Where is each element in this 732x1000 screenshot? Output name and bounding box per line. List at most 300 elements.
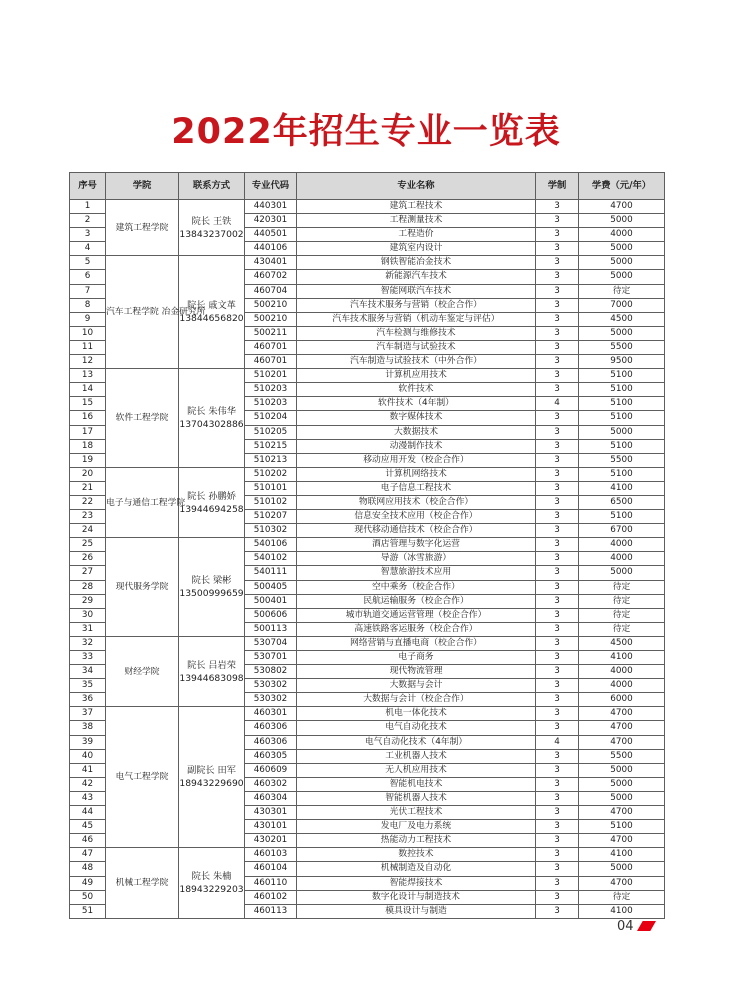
row-index: 31 [70,622,106,636]
duration: 3 [536,495,579,509]
row-index: 16 [70,411,106,425]
college-cell: 软件工程学院 [106,369,179,468]
row-index: 18 [70,439,106,453]
college-cell: 汽车工程学院 冶金研究所 [106,256,179,369]
duration: 3 [536,820,579,834]
tuition: 5000 [579,256,665,270]
row-index: 19 [70,453,106,467]
major-name: 移动应用开发（校企合作） [297,453,536,467]
page-number: 04 [617,919,634,934]
row-index: 29 [70,594,106,608]
major-name: 计算机应用技术 [297,369,536,383]
table-row [70,707,665,721]
tuition: 4700 [579,806,665,820]
header-index: 序号 [70,173,106,200]
duration: 3 [536,383,579,397]
major-code: 510204 [245,411,297,425]
major-name: 网络营销与直播电商（校企合作） [297,636,536,650]
major-code: 460306 [245,735,297,749]
college-cell: 建筑工程学院 [106,200,179,256]
major-name: 建筑室内设计 [297,242,536,256]
contact-phone: 13704302886 [179,418,244,430]
duration: 3 [536,834,579,848]
tuition: 4000 [579,228,665,242]
row-index: 47 [70,848,106,862]
major-name: 热能动力工程技术 [297,834,536,848]
major-name: 民航运输服务（校企合作） [297,594,536,608]
major-code: 510203 [245,383,297,397]
page-corner-mark [637,921,656,931]
major-name: 数字化设计与制造技术 [297,890,536,904]
header-duration: 学制 [536,173,579,200]
row-index: 1 [70,200,106,214]
major-code: 460102 [245,890,297,904]
duration: 3 [536,510,579,524]
tuition: 5000 [579,242,665,256]
row-index: 21 [70,481,106,495]
major-name: 物联网应用技术（校企合作） [297,495,536,509]
major-code: 530302 [245,693,297,707]
row-index: 8 [70,298,106,312]
row-index: 2 [70,214,106,228]
college-cell: 财经学院 [106,636,179,706]
tuition: 4500 [579,312,665,326]
table-row [70,256,665,270]
tuition: 5000 [579,566,665,580]
duration: 3 [536,425,579,439]
row-index: 26 [70,552,106,566]
row-index: 24 [70,524,106,538]
contact-phone: 13944694258 [179,503,244,515]
duration: 3 [536,453,579,467]
duration: 3 [536,467,579,481]
tuition: 5500 [579,749,665,763]
major-code: 460304 [245,791,297,805]
major-code: 440501 [245,228,297,242]
major-code: 460302 [245,777,297,791]
row-index: 51 [70,904,106,918]
duration: 3 [536,904,579,918]
major-code: 460110 [245,876,297,890]
contact-cell [179,467,245,537]
duration: 3 [536,707,579,721]
duration: 3 [536,651,579,665]
tuition: 待定 [579,580,665,594]
major-code: 510302 [245,524,297,538]
contact-phone: 13844656820 [179,313,244,325]
row-index: 32 [70,636,106,650]
contact-cell [179,636,245,706]
college-cell: 电子与通信工程学院 [106,467,179,537]
header-contact: 联系方式 [179,173,245,200]
tuition: 6700 [579,524,665,538]
tuition: 待定 [579,608,665,622]
major-name: 信息安全技术应用（校企合作） [297,510,536,524]
contact-cell [179,369,245,468]
row-index: 30 [70,608,106,622]
tuition: 4500 [579,636,665,650]
tuition: 4700 [579,735,665,749]
major-name: 导游（冰雪旅游） [297,552,536,566]
major-name: 汽车制造与试验技术（中外合作） [297,355,536,369]
major-name: 机械制造及自动化 [297,862,536,876]
tuition: 5000 [579,425,665,439]
major-name: 汽车制造与试验技术 [297,340,536,354]
contact-title: 院长 吕岩荣 [187,659,236,671]
tuition: 4700 [579,707,665,721]
duration: 3 [536,636,579,650]
row-index: 23 [70,510,106,524]
row-index: 28 [70,580,106,594]
major-name: 电气自动化技术 [297,721,536,735]
row-index: 50 [70,890,106,904]
row-index: 48 [70,862,106,876]
major-name: 酒店管理与数字化运营 [297,538,536,552]
duration: 3 [536,622,579,636]
table-row [70,538,665,552]
college-cell: 电气工程学院 [106,707,179,848]
row-index: 38 [70,721,106,735]
duration: 3 [536,369,579,383]
major-code: 460701 [245,340,297,354]
tuition: 5000 [579,777,665,791]
major-code: 500405 [245,580,297,594]
major-name: 智慧旅游技术应用 [297,566,536,580]
major-name: 建筑工程技术 [297,200,536,214]
duration: 3 [536,355,579,369]
tuition: 5000 [579,214,665,228]
contact-title: 院长 戚文革 [187,300,236,312]
tuition: 5000 [579,326,665,340]
contact-title: 院长 朱伟华 [187,405,236,417]
major-name: 无人机应用技术 [297,763,536,777]
major-code: 540111 [245,566,297,580]
major-code: 500210 [245,312,297,326]
duration: 3 [536,200,579,214]
header-major-name: 专业名称 [297,173,536,200]
duration: 3 [536,580,579,594]
major-code: 500113 [245,622,297,636]
major-code: 510202 [245,467,297,481]
major-name: 计算机网络技术 [297,467,536,481]
duration: 3 [536,566,579,580]
major-code: 510215 [245,439,297,453]
tuition: 4100 [579,651,665,665]
major-code: 460103 [245,848,297,862]
duration: 3 [536,890,579,904]
row-index: 35 [70,679,106,693]
major-code: 530704 [245,636,297,650]
duration: 3 [536,806,579,820]
row-index: 37 [70,707,106,721]
tuition: 待定 [579,622,665,636]
tuition: 4100 [579,848,665,862]
duration: 4 [536,397,579,411]
tuition: 5100 [579,411,665,425]
major-name: 数控技术 [297,848,536,862]
duration: 3 [536,665,579,679]
tuition: 4700 [579,876,665,890]
major-code: 510207 [245,510,297,524]
tuition: 4700 [579,834,665,848]
tuition: 5100 [579,383,665,397]
duration: 3 [536,298,579,312]
contact-phone: 18943229690 [179,778,244,790]
row-index: 7 [70,284,106,298]
major-code: 460609 [245,763,297,777]
duration: 3 [536,439,579,453]
major-code: 500211 [245,326,297,340]
contact-phone: 13843237002 [179,228,244,240]
duration: 3 [536,848,579,862]
row-index: 17 [70,425,106,439]
table-row [70,636,665,650]
major-name: 大数据与会计（校企合作） [297,693,536,707]
tuition: 5100 [579,820,665,834]
duration: 3 [536,749,579,763]
header-major-code: 专业代码 [245,173,297,200]
major-name: 智能机电技术 [297,777,536,791]
tuition: 5000 [579,791,665,805]
major-code: 530802 [245,665,297,679]
duration: 3 [536,326,579,340]
contact-title: 院长 朱楠 [191,871,232,883]
major-code: 510101 [245,481,297,495]
tuition: 5100 [579,510,665,524]
major-code: 460104 [245,862,297,876]
duration: 3 [536,693,579,707]
tuition: 5100 [579,439,665,453]
row-index: 43 [70,791,106,805]
major-code: 530302 [245,679,297,693]
major-code: 430301 [245,806,297,820]
contact-cell [179,707,245,848]
major-name: 钢铁智能冶金技术 [297,256,536,270]
contact-cell [179,256,245,369]
major-name: 大数据与会计 [297,679,536,693]
duration: 3 [536,228,579,242]
duration: 3 [536,411,579,425]
duration: 3 [536,256,579,270]
major-name: 工业机器人技术 [297,749,536,763]
table-row [70,467,665,481]
major-name: 汽车技术服务与营销（校企合作） [297,298,536,312]
header-college: 学院 [106,173,179,200]
row-index: 10 [70,326,106,340]
row-index: 13 [70,369,106,383]
major-name: 城市轨道交通运营管理（校企合作） [297,608,536,622]
major-code: 530701 [245,651,297,665]
row-index: 41 [70,763,106,777]
table-row [70,200,665,214]
row-index: 5 [70,256,106,270]
row-index: 42 [70,777,106,791]
contact-title: 院长 孙鹏娇 [187,490,236,502]
major-code: 430201 [245,834,297,848]
tuition: 5100 [579,397,665,411]
contact-title: 院长 王铁 [191,215,232,227]
contact-cell [179,200,245,256]
tuition: 9500 [579,355,665,369]
major-code: 440301 [245,200,297,214]
major-name: 新能源汽车技术 [297,270,536,284]
major-code: 420301 [245,214,297,228]
major-name: 软件技术 [297,383,536,397]
tuition: 4000 [579,665,665,679]
major-code: 460305 [245,749,297,763]
major-code: 460301 [245,707,297,721]
tuition: 4700 [579,721,665,735]
contact-phone: 13944683098 [179,672,244,684]
duration: 3 [536,312,579,326]
row-index: 12 [70,355,106,369]
duration: 3 [536,608,579,622]
tuition: 待定 [579,890,665,904]
duration: 3 [536,763,579,777]
row-index: 9 [70,312,106,326]
college-cell: 现代服务学院 [106,538,179,637]
row-index: 4 [70,242,106,256]
row-index: 36 [70,693,106,707]
major-name: 高速铁路客运服务（校企合作） [297,622,536,636]
row-index: 25 [70,538,106,552]
tuition: 4000 [579,552,665,566]
table-body [70,200,665,919]
duration: 3 [536,721,579,735]
contact-phone: 13500999659 [179,588,244,600]
duration: 3 [536,791,579,805]
row-index: 46 [70,834,106,848]
major-code: 510205 [245,425,297,439]
duration: 4 [536,735,579,749]
major-name: 汽车技术服务与营销（机动车鉴定与评估） [297,312,536,326]
row-index: 40 [70,749,106,763]
row-index: 22 [70,495,106,509]
row-index: 33 [70,651,106,665]
major-name: 机电一体化技术 [297,707,536,721]
major-name: 软件技术（4年制） [297,397,536,411]
major-name: 模具设计与制造 [297,904,536,918]
contact-cell [179,538,245,637]
row-index: 39 [70,735,106,749]
major-code: 510203 [245,397,297,411]
major-code: 540106 [245,538,297,552]
table-row [70,369,665,383]
major-code: 540102 [245,552,297,566]
major-name: 工程测量技术 [297,214,536,228]
duration: 3 [536,284,579,298]
tuition: 5500 [579,453,665,467]
duration: 3 [536,481,579,495]
major-name: 现代移动通信技术（校企合作） [297,524,536,538]
tuition: 4700 [579,200,665,214]
duration: 3 [536,270,579,284]
major-name: 智能机器人技术 [297,791,536,805]
duration: 3 [536,679,579,693]
major-name: 电子商务 [297,651,536,665]
major-name: 发电厂及电力系统 [297,820,536,834]
major-name: 电气自动化技术（4年制） [297,735,536,749]
row-index: 45 [70,820,106,834]
major-name: 智能焊接技术 [297,876,536,890]
major-name: 数字媒体技术 [297,411,536,425]
contact-cell [179,848,245,918]
major-code: 430101 [245,820,297,834]
major-code: 500210 [245,298,297,312]
college-cell: 机械工程学院 [106,848,179,918]
row-index: 15 [70,397,106,411]
duration: 3 [536,538,579,552]
major-name: 智能网联汽车技术 [297,284,536,298]
major-code: 460702 [245,270,297,284]
row-index: 27 [70,566,106,580]
major-code: 460704 [245,284,297,298]
tuition: 5000 [579,763,665,777]
duration: 3 [536,777,579,791]
tuition: 待定 [579,284,665,298]
major-code: 460113 [245,904,297,918]
tuition: 4100 [579,481,665,495]
table-header-row [70,173,665,200]
row-index: 14 [70,383,106,397]
row-index: 11 [70,340,106,354]
duration: 3 [536,876,579,890]
contact-phone: 18943229203 [179,884,244,896]
tuition: 待定 [579,594,665,608]
tuition: 5000 [579,270,665,284]
row-index: 49 [70,876,106,890]
major-code: 500606 [245,608,297,622]
major-code: 510201 [245,369,297,383]
duration: 3 [536,340,579,354]
enrollment-table [69,172,665,919]
duration: 3 [536,242,579,256]
major-code: 510102 [245,495,297,509]
major-name: 汽车检测与维修技术 [297,326,536,340]
duration: 3 [536,862,579,876]
major-code: 510213 [245,453,297,467]
tuition: 5100 [579,369,665,383]
row-index: 44 [70,806,106,820]
major-name: 现代物流管理 [297,665,536,679]
duration: 3 [536,552,579,566]
major-code: 440106 [245,242,297,256]
major-name: 电子信息工程技术 [297,481,536,495]
tuition: 5500 [579,340,665,354]
row-index: 20 [70,467,106,481]
tuition: 5000 [579,862,665,876]
major-name: 动漫制作技术 [297,439,536,453]
major-code: 460306 [245,721,297,735]
major-code: 430401 [245,256,297,270]
contact-title: 院长 梁彬 [191,575,232,587]
major-code: 500401 [245,594,297,608]
table-row [70,848,665,862]
major-name: 大数据技术 [297,425,536,439]
duration: 3 [536,594,579,608]
row-index: 34 [70,665,106,679]
major-name: 光伏工程技术 [297,806,536,820]
major-name: 空中乘务（校企合作） [297,580,536,594]
tuition: 4000 [579,538,665,552]
tuition: 5100 [579,467,665,481]
duration: 3 [536,214,579,228]
tuition: 6500 [579,495,665,509]
tuition: 4000 [579,679,665,693]
contact-title: 副院长 田军 [187,765,236,777]
header-tuition: 学费（元/年） [579,173,665,200]
row-index: 6 [70,270,106,284]
